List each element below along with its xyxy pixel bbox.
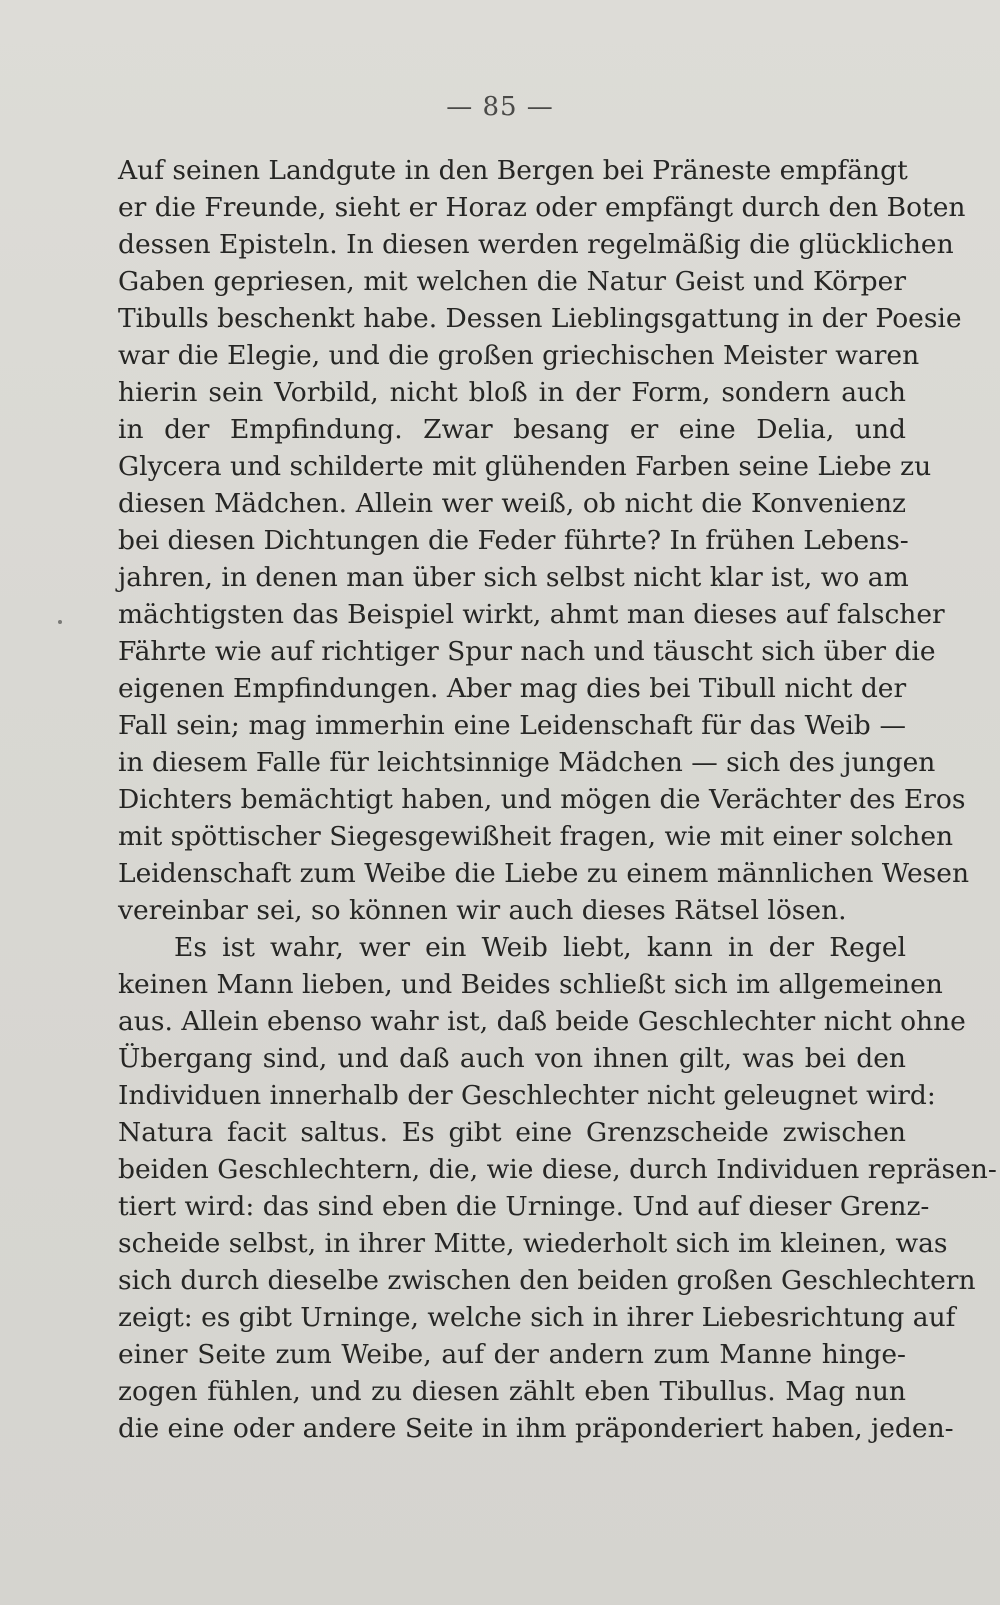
text-line: Übergang sind, und daß auch von ihnen gilt, was bei den — [118, 1043, 906, 1074]
text-line: hierin sein Vorbild, nicht bloß in der Form, sondern auch — [118, 377, 906, 408]
text-line: zogen fühlen, und zu diesen zählt eben Tibullus. Mag nun — [118, 1376, 906, 1407]
text-line: tiert wird: das sind eben die Urninge. Und auf dieser Grenz- — [118, 1191, 930, 1222]
text-line: dessen Episteln. In diesen werden regelmäßig die glücklichen — [118, 229, 954, 260]
text-line: vereinbar sei, so können wir auch dieses Rätsel lösen. — [118, 895, 847, 926]
text-line: aus. Allein ebenso wahr ist, daß beide Geschlechter nicht ohne — [118, 1006, 966, 1037]
text-line: scheide selbst, in ihrer Mitte, wiederholt sich im kleinen, was — [118, 1228, 948, 1259]
text-line: mächtigsten das Beispiel wirkt, ahmt man dieses auf falscher — [118, 599, 945, 630]
text-line: Individuen innerhalb der Geschlechter nicht geleugnet wird: — [118, 1080, 936, 1111]
text-line: war die Elegie, und die großen griechischen Meister waren — [118, 340, 920, 371]
text-line: eigenen Empfindungen. Aber mag dies bei Tibull nicht der — [118, 673, 907, 704]
body-text — [118, 152, 997, 1447]
text-line: Leidenschaft zum Weibe die Liebe zu einem männlichen Wesen — [118, 858, 970, 889]
text-line: einer Seite zum Weibe, auf der andern zum Manne hinge- — [118, 1339, 906, 1370]
text-line: diesen Mädchen. Allein wer weiß, ob nicht die Konvenienz — [118, 488, 906, 519]
text-line: in der Empfindung. Zwar besang er eine Delia, und — [118, 414, 906, 445]
text-line: keinen Mann lieben, und Beides schließt sich im allgemeinen — [118, 969, 943, 1000]
text-line: Glycera und schilderte mit glühenden Farben seine Liebe zu — [118, 451, 932, 482]
text-line: Fall sein; mag immerhin eine Leidenschaft für das Weib — — [118, 710, 906, 741]
text-line: in diesem Falle für leichtsinnige Mädchen — sich des jungen — [118, 747, 936, 778]
margin-mark — [58, 620, 62, 624]
text-line: beiden Geschlechtern, die, wie diese, durch Individuen repräsen- — [118, 1154, 997, 1185]
text-line: jahren, in denen man über sich selbst nicht klar ist, wo am — [118, 562, 909, 593]
text-line: Tibulls beschenkt habe. Dessen Lieblingsgattung in der Poesie — [118, 303, 962, 334]
text-line: Auf seinen Landgute in den Bergen bei Präneste empfängt — [118, 155, 908, 186]
text-line: mit spöttischer Siegesgewißheit fragen, wie mit einer solchen — [118, 821, 954, 852]
text-line: Es ist wahr, wer ein Weib liebt, kann in der Regel — [174, 932, 906, 963]
text-line: bei diesen Dichtungen die Feder führte? In frühen Lebens- — [118, 525, 909, 556]
text-line: Fährte wie auf richtiger Spur nach und täuscht sich über die — [118, 636, 936, 667]
text-line: die eine oder andere Seite in ihm präponderiert haben, jeden- — [118, 1413, 954, 1444]
text-line: Dichters bemächtigt haben, und mögen die Verächter des Eros — [118, 784, 966, 815]
text-line: Natura facit saltus. Es gibt eine Grenzscheide zwischen — [118, 1117, 906, 1148]
text-line: er die Freunde, sieht er Horaz oder empfängt durch den Boten — [118, 192, 966, 223]
text-line: sich durch dieselbe zwischen den beiden großen Geschlechtern — [118, 1265, 976, 1296]
text-line: zeigt: es gibt Urninge, welche sich in ihrer Liebesrichtung auf — [118, 1302, 956, 1333]
page-number: — 85 — — [446, 92, 554, 122]
text-line: Gaben gepriesen, mit welchen die Natur Geist und Körper — [118, 266, 906, 297]
